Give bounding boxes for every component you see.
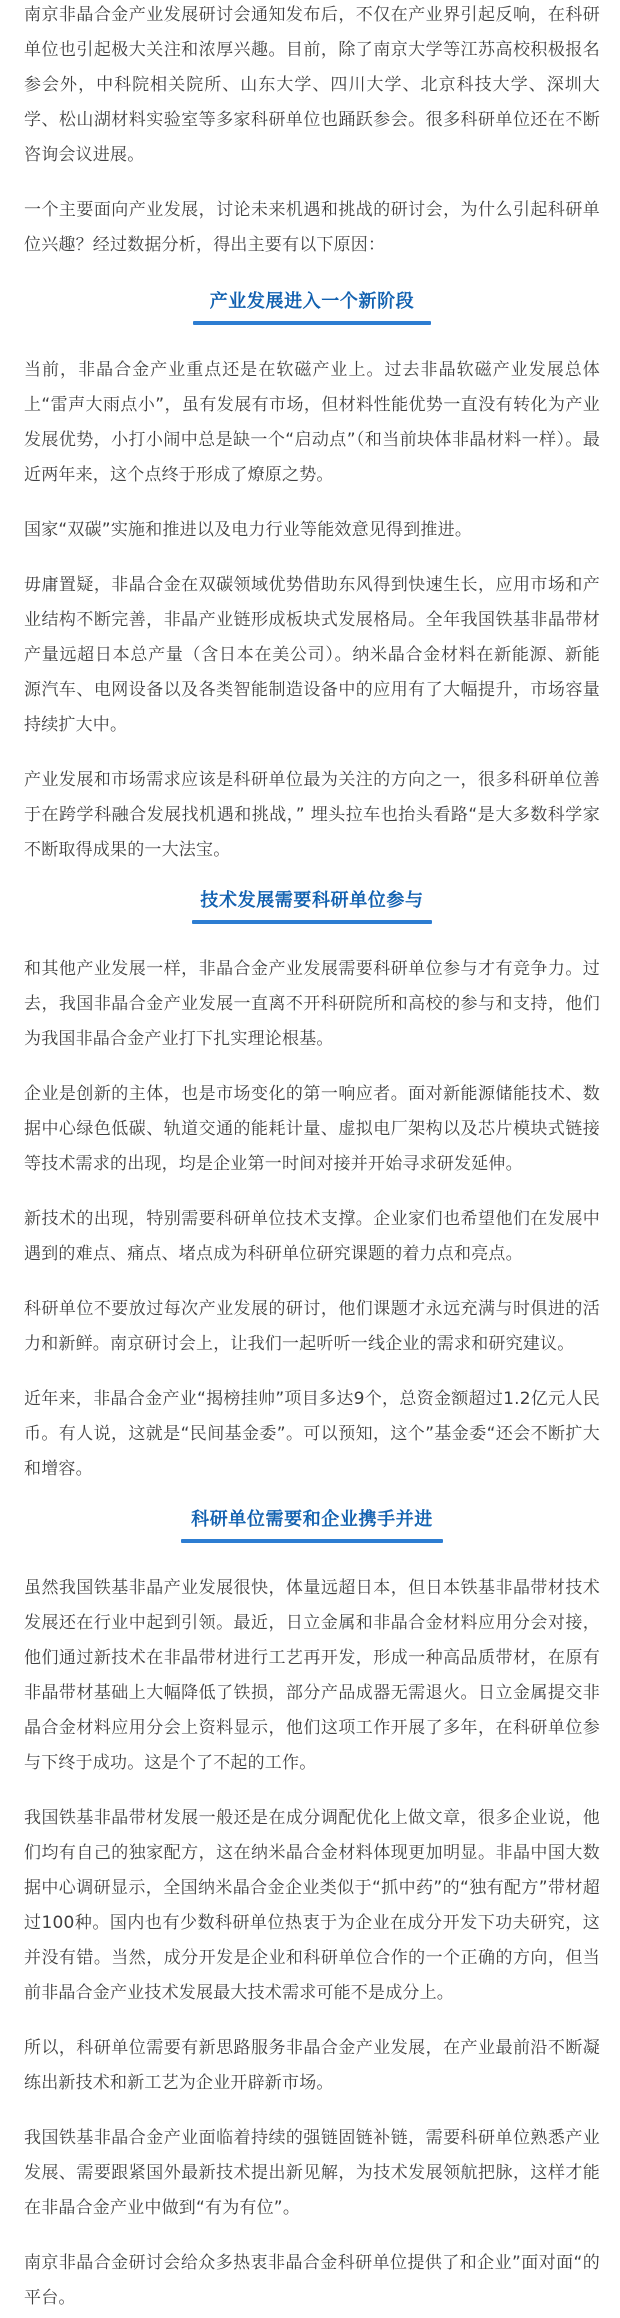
heading-underline xyxy=(193,321,431,325)
section-paragraph: 国家“双碳”实施和推进以及电力行业等能效意见得到推进。 xyxy=(24,520,473,540)
section-paragraph: 虽然我国铁基非晶产业发展很快，体量远超日本，但日本铁基非晶带材技术发展还在行业中起到引领。最近，日立金属和非晶合金材料应用分会对接，他们通过新技术在非晶带材进行工艺再开发，形成一种高品质带材，在原有非晶带材基础上大幅降低了铁损，部分产品成器无需退火。日立金属提交非晶合金材料应用分会上资料显示，他们这项工作开展了多年，在科研单位参与下终于成功。这是个了不起的工作。 xyxy=(24,1578,600,1773)
section-heading xyxy=(24,1501,600,1543)
section-paragraph: 近年来，非晶合金产业“揭榜挂帅”项目多达9个，总资金额超过1.2亿元人民币。有人说，这就是“民间基金委”。可以预知，这个”基金委“还会不断扩大和增容。 xyxy=(24,1389,600,1479)
section-paragraph: 所以，科研单位需要有新思路服务非晶合金产业发展，在产业最前沿不断凝练出新技术和新工艺为企业开辟新市场。 xyxy=(24,2038,600,2093)
intro-paragraph: 一个主要面向产业发展，讨论未来机遇和挑战的研讨会，为什么引起科研单位兴趣？经过数据分析，得出主要有以下原因： xyxy=(24,200,600,255)
section-title: 技术发展需要科研单位参与 xyxy=(200,890,424,911)
section-paragraph: 当前，非晶合金产业重点还是在软磁产业上。过去非晶软磁产业发展总体上“雷声大雨点小”，虽有发展有市场，但材料性能优势一直没有转化为产业发展优势，小打小闹中总是缺一个“启动点”（和当前块体非晶材料一样）。最近两年来，这个点终于形成了燎原之势。 xyxy=(24,360,600,485)
heading-underline xyxy=(192,920,432,924)
section-paragraph: 我国铁基非晶合金产业面临着持续的强链固链补链，需要科研单位熟悉产业发展、需要跟紧国外最新技术提出新见解，为技术发展领航把脉，这样才能在非晶合金产业中做到“有为有位”。 xyxy=(24,2128,600,2218)
section-title: 产业发展进入一个新阶段 xyxy=(209,291,415,312)
section-title: 科研单位需要和企业携手并进 xyxy=(191,1509,433,1530)
section-heading xyxy=(24,283,600,325)
heading-underline xyxy=(181,1539,443,1543)
section-paragraph: 产业发展和市场需求应该是科研单位最为关注的方向之一，很多科研单位善于在跨学科融合发展找机遇和挑战，” 埋头拉车也抬头看路“是大多数科学家不断取得成果的一大法宝。 xyxy=(24,770,600,860)
section-paragraph: 企业是创新的主体，也是市场变化的第一响应者。面对新能源储能技术、数据中心绿色低碳、轨道交通的能耗计量、虚拟电厂架构以及芯片模块式链接等技术需求的出现，均是企业第一时间对接并开始寻求研发延伸。 xyxy=(24,1084,600,1174)
section-paragraph: 南京非晶合金研讨会给众多热衷非晶合金科研单位提供了和企业”面对面“的平台。 xyxy=(24,2253,600,2308)
section-paragraph: 毋庸置疑，非晶合金在双碳领域优势借助东风得到快速生长，应用市场和产业结构不断完善，非晶产业链形成板块式发展格局。全年我国铁基非晶带材产量远超日本总产量（含日本在美公司）。纳米晶合金材料在新能源、新能源汽车、电网设备以及各类智能制造设备中的应用有了大幅提升，市场容量持续扩大中。 xyxy=(24,575,600,735)
intro-paragraph: 南京非晶合金产业发展研讨会通知发布后，不仅在产业界引起反响，在科研单位也引起极大关注和浓厚兴趣。目前，除了南京大学等江苏高校积极报名参会外，中科院相关院所、山东大学、四川大学、北京科技大学、深圳大学、松山湖材料实验室等多家科研单位也踊跃参会。很多科研单位还在不断咨询会议进展。 xyxy=(24,5,600,165)
section-paragraph: 我国铁基非晶带材发展一般还是在成分调配优化上做文章，很多企业说，他们均有自己的独家配方，这在纳米晶合金材料体现更加明显。非晶中国大数据中心调研显示，全国纳米晶合金企业类似于“抓中药”的“独有配方”带材超过100种。国内也有少数科研单位热衷于为企业在成分开发下功夫研究，这并没有错。当然，成分开发是企业和科研单位合作的一个正确的方向，但当前非晶合金产业技术发展最大技术需求可能不是成分上。 xyxy=(24,1808,600,2003)
section-paragraph: 科研单位不要放过每次产业发展的研讨，他们课题才永远充满与时俱进的活力和新鲜。南京研讨会上，让我们一起听听一线企业的需求和研究建议。 xyxy=(24,1299,600,1354)
section-paragraph: 新技术的出现，特别需要科研单位技术支撑。企业家们也希望他们在发展中遇到的难点、痛点、堵点成为科研单位研究课题的着力点和亮点。 xyxy=(24,1209,600,1264)
section-paragraph: 和其他产业发展一样，非晶合金产业发展需要科研单位参与才有竞争力。过去，我国非晶合金产业发展一直离不开科研院所和高校的参与和支持，他们为我国非晶合金产业打下扎实理论根基。 xyxy=(24,959,600,1049)
section-heading xyxy=(24,882,600,924)
